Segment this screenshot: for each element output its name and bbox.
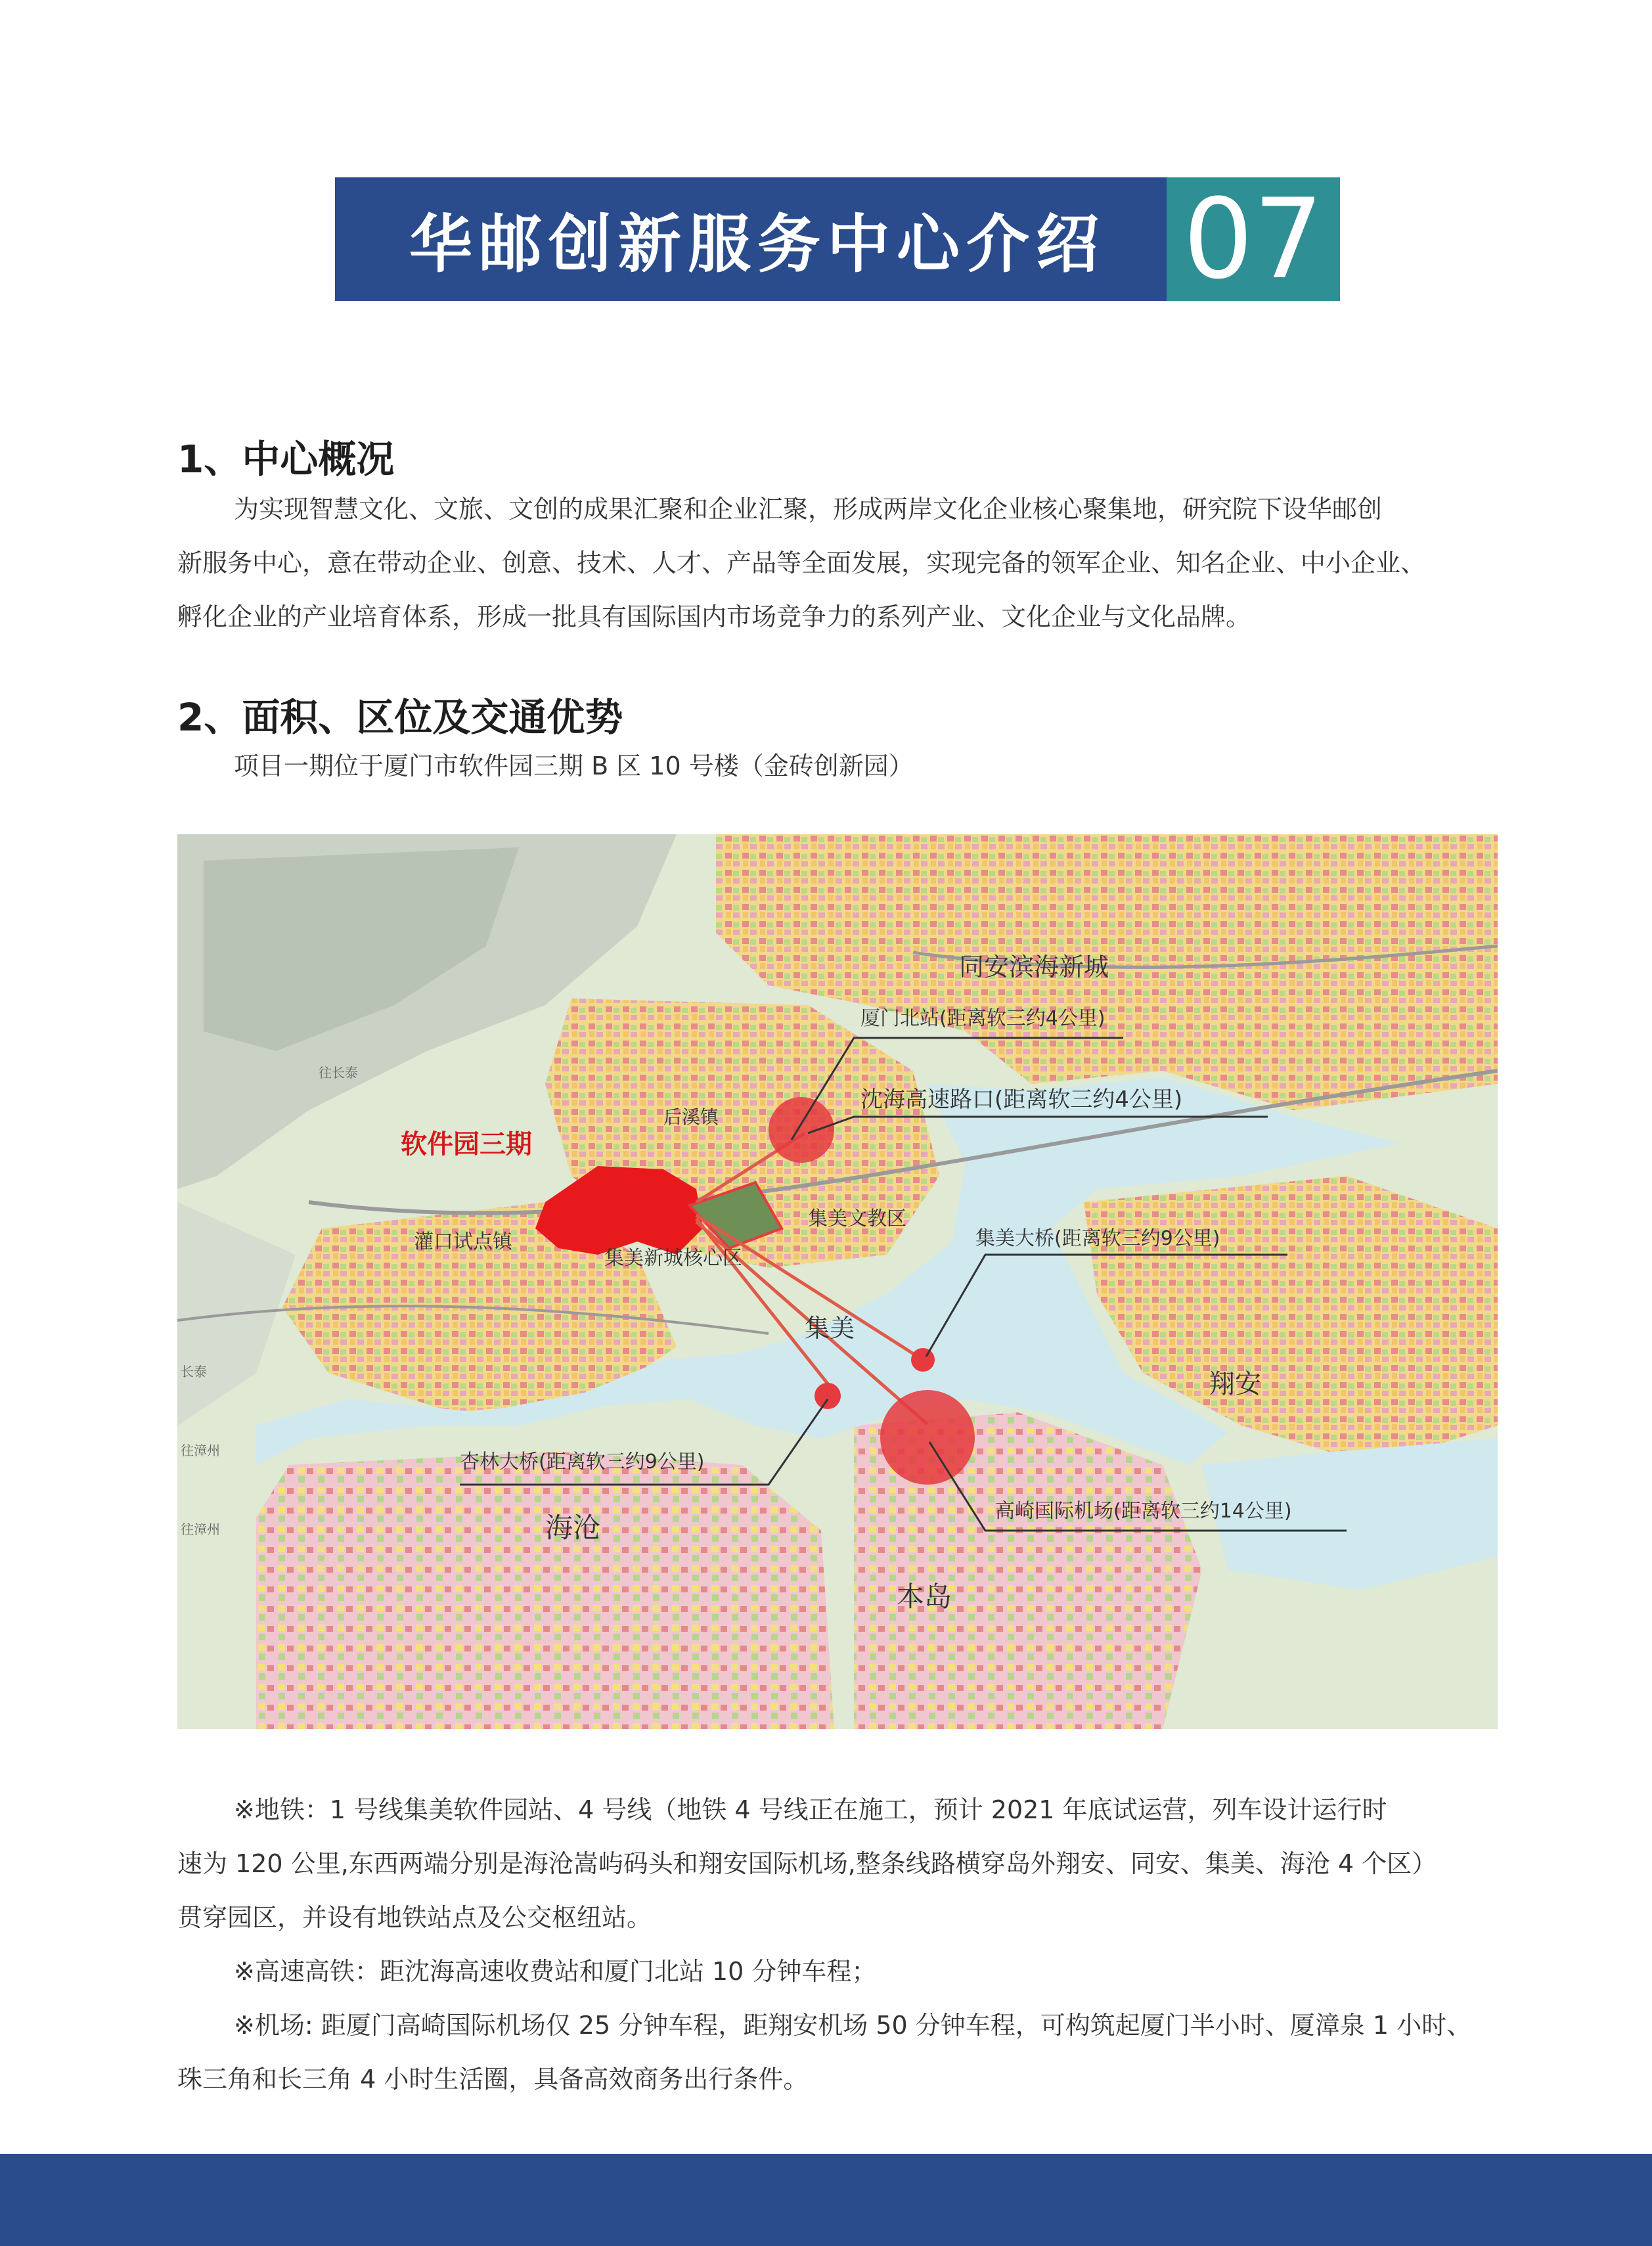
label-jimei-bridge: 集美大桥(距离软三约9公里) xyxy=(975,1227,1220,1250)
label-jimei-edu: 集美文教区 xyxy=(808,1207,906,1230)
subway-line: 贯穿园区，并设有地铁站点及公交枢纽站。 xyxy=(177,1903,652,1932)
label-shenhai: 沈海高速路口(距离软三约4公里) xyxy=(860,1087,1183,1113)
label-tongan: 同安滨海新城 xyxy=(959,953,1109,981)
label-haicang: 海沧 xyxy=(545,1512,601,1544)
text-line: 为实现智慧文化、文旅、文创的成果汇聚和企业汇聚，形成两岸文化企业核心聚集地，研究院下设华邮创 xyxy=(234,495,1383,524)
section1-paragraph xyxy=(177,482,1465,644)
text-line: 新服务中心，意在带动企业、创意、技术、人才、产品等全面发展，实现完备的领军企业、知名企业、中小企业、 xyxy=(177,549,1426,577)
xinglin-bridge-circle xyxy=(815,1383,841,1409)
xiamen-north-circle xyxy=(769,1097,834,1163)
label-houxi: 后溪镇 xyxy=(663,1106,719,1128)
label-zhangzhou-1: 往漳州 xyxy=(181,1443,220,1458)
map-svg xyxy=(177,834,1498,1729)
text-line: 孵化企业的产业培育体系，形成一批具有国际国内市场竞争力的系列产业、文化企业与文化品牌。 xyxy=(177,602,1251,631)
page-title: 华邮创新服务中心介绍 xyxy=(335,177,1167,301)
highway-line: ※高速高铁：距沈海高速收费站和厦门北站 10 分钟车程； xyxy=(234,1957,877,1986)
location-map xyxy=(177,834,1498,1729)
label-jimei-core: 集美新城核心区 xyxy=(604,1247,742,1270)
subway-line: 速为 120 公里,东西两端分别是海沧嵩屿码头和翔安国际机场,整条线路横穿岛外翔安、同安、集美、海沧 4 个区） xyxy=(177,1849,1437,1878)
section1-heading: 1、中心概况 xyxy=(177,437,395,482)
airport-line: ※机场: 距厦门高崎国际机场仅 25 分钟车程，距翔安机场 50 分钟车程，可构筑起厦门半小时、厦漳泉 1 小时、 xyxy=(234,2011,1472,2040)
label-guankou: 灌口试点镇 xyxy=(414,1230,512,1253)
label-jimei: 集美 xyxy=(805,1314,855,1343)
label-xinglin: 杏林大桥(距离软三约9公里) xyxy=(460,1450,705,1473)
title-banner xyxy=(335,177,1340,301)
section2-intro: 项目一期位于厦门市软件园三期 B 区 10 号楼（金砖创新园） xyxy=(234,752,914,780)
transport-section xyxy=(177,1783,1472,2106)
section-number: 07 xyxy=(1167,177,1340,301)
label-xiangan: 翔安 xyxy=(1209,1369,1261,1399)
label-airport: 高崎国际机场(距离软三约14公里) xyxy=(995,1500,1292,1523)
jimei-bridge-circle xyxy=(911,1348,935,1372)
airport-line: 珠三角和长三角 4 小时生活圈，具备高效商务出行条件。 xyxy=(177,2065,809,2094)
label-zhangzhou-2: 往漳州 xyxy=(181,1521,220,1537)
subway-line: ※地铁：1 号线集美软件园站、4 号线（地铁 4 号线正在施工，预计 2021 年底试运营，列车设计运行时 xyxy=(234,1795,1387,1824)
label-xiamen-north: 厦门北站(距离软三约4公里) xyxy=(860,1007,1105,1030)
label-wang-changtai: 往长泰 xyxy=(319,1065,358,1081)
label-software-park: 软件园三期 xyxy=(401,1129,532,1159)
footer-bar xyxy=(0,2154,1652,2246)
label-changtai: 长泰 xyxy=(181,1364,207,1380)
section2-heading: 2、面积、区位及交通优势 xyxy=(177,695,623,740)
label-bendao: 本岛 xyxy=(897,1581,952,1613)
airport-circle xyxy=(880,1390,975,1485)
